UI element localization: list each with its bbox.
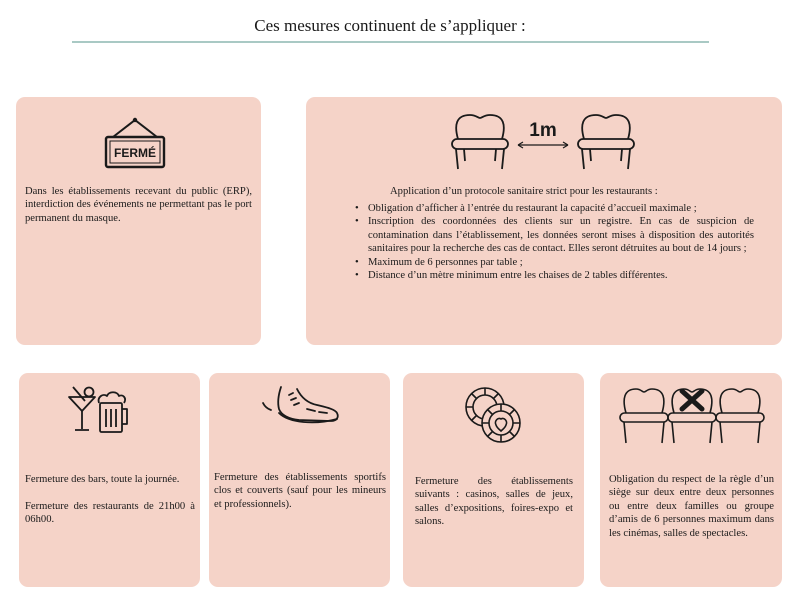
list-item: • Distance d’un mètre minimum entre les chaises de 2 tables différentes. <box>354 269 754 282</box>
card-bars <box>19 373 200 587</box>
card-casinos <box>403 373 584 587</box>
page-title: Ces mesures continuent de s’appliquer : <box>254 16 526 35</box>
list-item: • Obligation d’afficher à l’entrée du restaurant la capacité d’accueil maximale ; <box>354 202 754 215</box>
card-restaurants <box>306 97 782 345</box>
sneaker-icon <box>259 383 341 427</box>
casino-chips-icon <box>463 383 525 445</box>
list-item: • Maximum de 6 personnes par table ; <box>354 256 754 269</box>
distance-label: 1m <box>529 120 557 141</box>
card-sports <box>209 373 390 587</box>
chairs-distance-icon <box>448 109 638 171</box>
card-cinemas <box>600 373 782 587</box>
title-underline <box>72 41 709 43</box>
cinemas-text: Obligation du respect de la règle d’un siège sur deux entre deux personnes ou entre deux familles ou groupe d’amis de 6 personnes maximum dans les cinémas, salles de spectacles. <box>609 474 774 539</box>
restaurant-rules-list <box>354 202 754 282</box>
cocktail-beer-icon <box>67 383 129 435</box>
sports-text: Fermeture des établissements sportifs clos et couverts (sauf pour les mineurs et professionnels). <box>214 472 386 510</box>
erp-text: Dans les établissements recevant du public (ERP), interdiction des événements ne permettant pas le port permanent du masque. <box>25 186 252 224</box>
list-item: • Inscription des coordonnées des clients sur un registre. En cas de suspicion de contamination dans l’établissement, les données seront mises à disposition des autorités sanitaires pour la recherche des cas de contact. Elles seront détruites au bout de 14 jours ; <box>354 215 754 255</box>
casinos-text: Fermeture des établissements suivants : casinos, salles de jeux, salles d’expositions, foires-expo et salons. <box>415 476 573 528</box>
closed-sign-text: FERMÉ <box>114 146 156 160</box>
bars-text-line2: Fermeture des restaurants de 21h00 à 06h00. <box>25 501 195 526</box>
seats-one-in-two-icon <box>618 383 766 445</box>
card-erp <box>16 97 261 345</box>
closed-sign-icon <box>103 117 167 169</box>
bars-text-line1: Fermeture des bars, toute la journée. <box>25 474 180 485</box>
restaurants-intro: Application d’un protocole sanitaire strict pour les restaurants : <box>390 186 658 197</box>
